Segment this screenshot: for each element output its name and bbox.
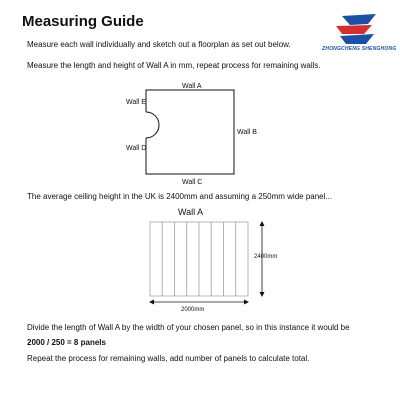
height-label: 2400mm [254, 254, 278, 260]
wall-panel [162, 222, 174, 296]
wall-panel [187, 222, 199, 296]
panel-diagram-title: Wall A [178, 207, 204, 217]
repeat-text: Repeat the process for remaining walls, add number of panels to calculate total. [27, 354, 310, 363]
height-arrow-top [260, 221, 265, 226]
divide-text: Divide the length of Wall A by the width of your chosen panel, so in this instance it would be [27, 323, 350, 332]
wall-panel [224, 222, 236, 296]
ceiling-text: The average ceiling height in the UK is 2400mm and assuming a 250mm wide panel... [27, 192, 333, 201]
width-arrow-left [149, 300, 154, 305]
intro-text: Measure each wall individually and sketch out a floorplan as set out below. [27, 40, 291, 49]
page-title: Measuring Guide [22, 13, 144, 30]
wall-panel [236, 222, 248, 296]
wall-panel [150, 222, 162, 296]
wall-e-label: Wall E [126, 99, 146, 106]
wall-a-label: Wall A [182, 83, 202, 90]
brand-name: ZHONGCHENG SHENGHONG [322, 46, 397, 52]
wall-panel [199, 222, 211, 296]
width-label: 2000mm [181, 307, 205, 313]
panel-group [150, 222, 248, 296]
wall-d-label: Wall D [126, 145, 147, 152]
wall-panel [175, 222, 187, 296]
measure-text: Measure the length and height of Wall A in mm, repeat process for remaining walls. [27, 61, 321, 70]
wall-panel [211, 222, 223, 296]
calc-text: 2000 / 250 = 8 panels [27, 338, 106, 347]
width-arrow-right [244, 300, 249, 305]
height-arrow-bottom [260, 292, 265, 297]
wall-c-label: Wall C [182, 179, 203, 186]
wall-b-label: Wall B [237, 129, 257, 136]
